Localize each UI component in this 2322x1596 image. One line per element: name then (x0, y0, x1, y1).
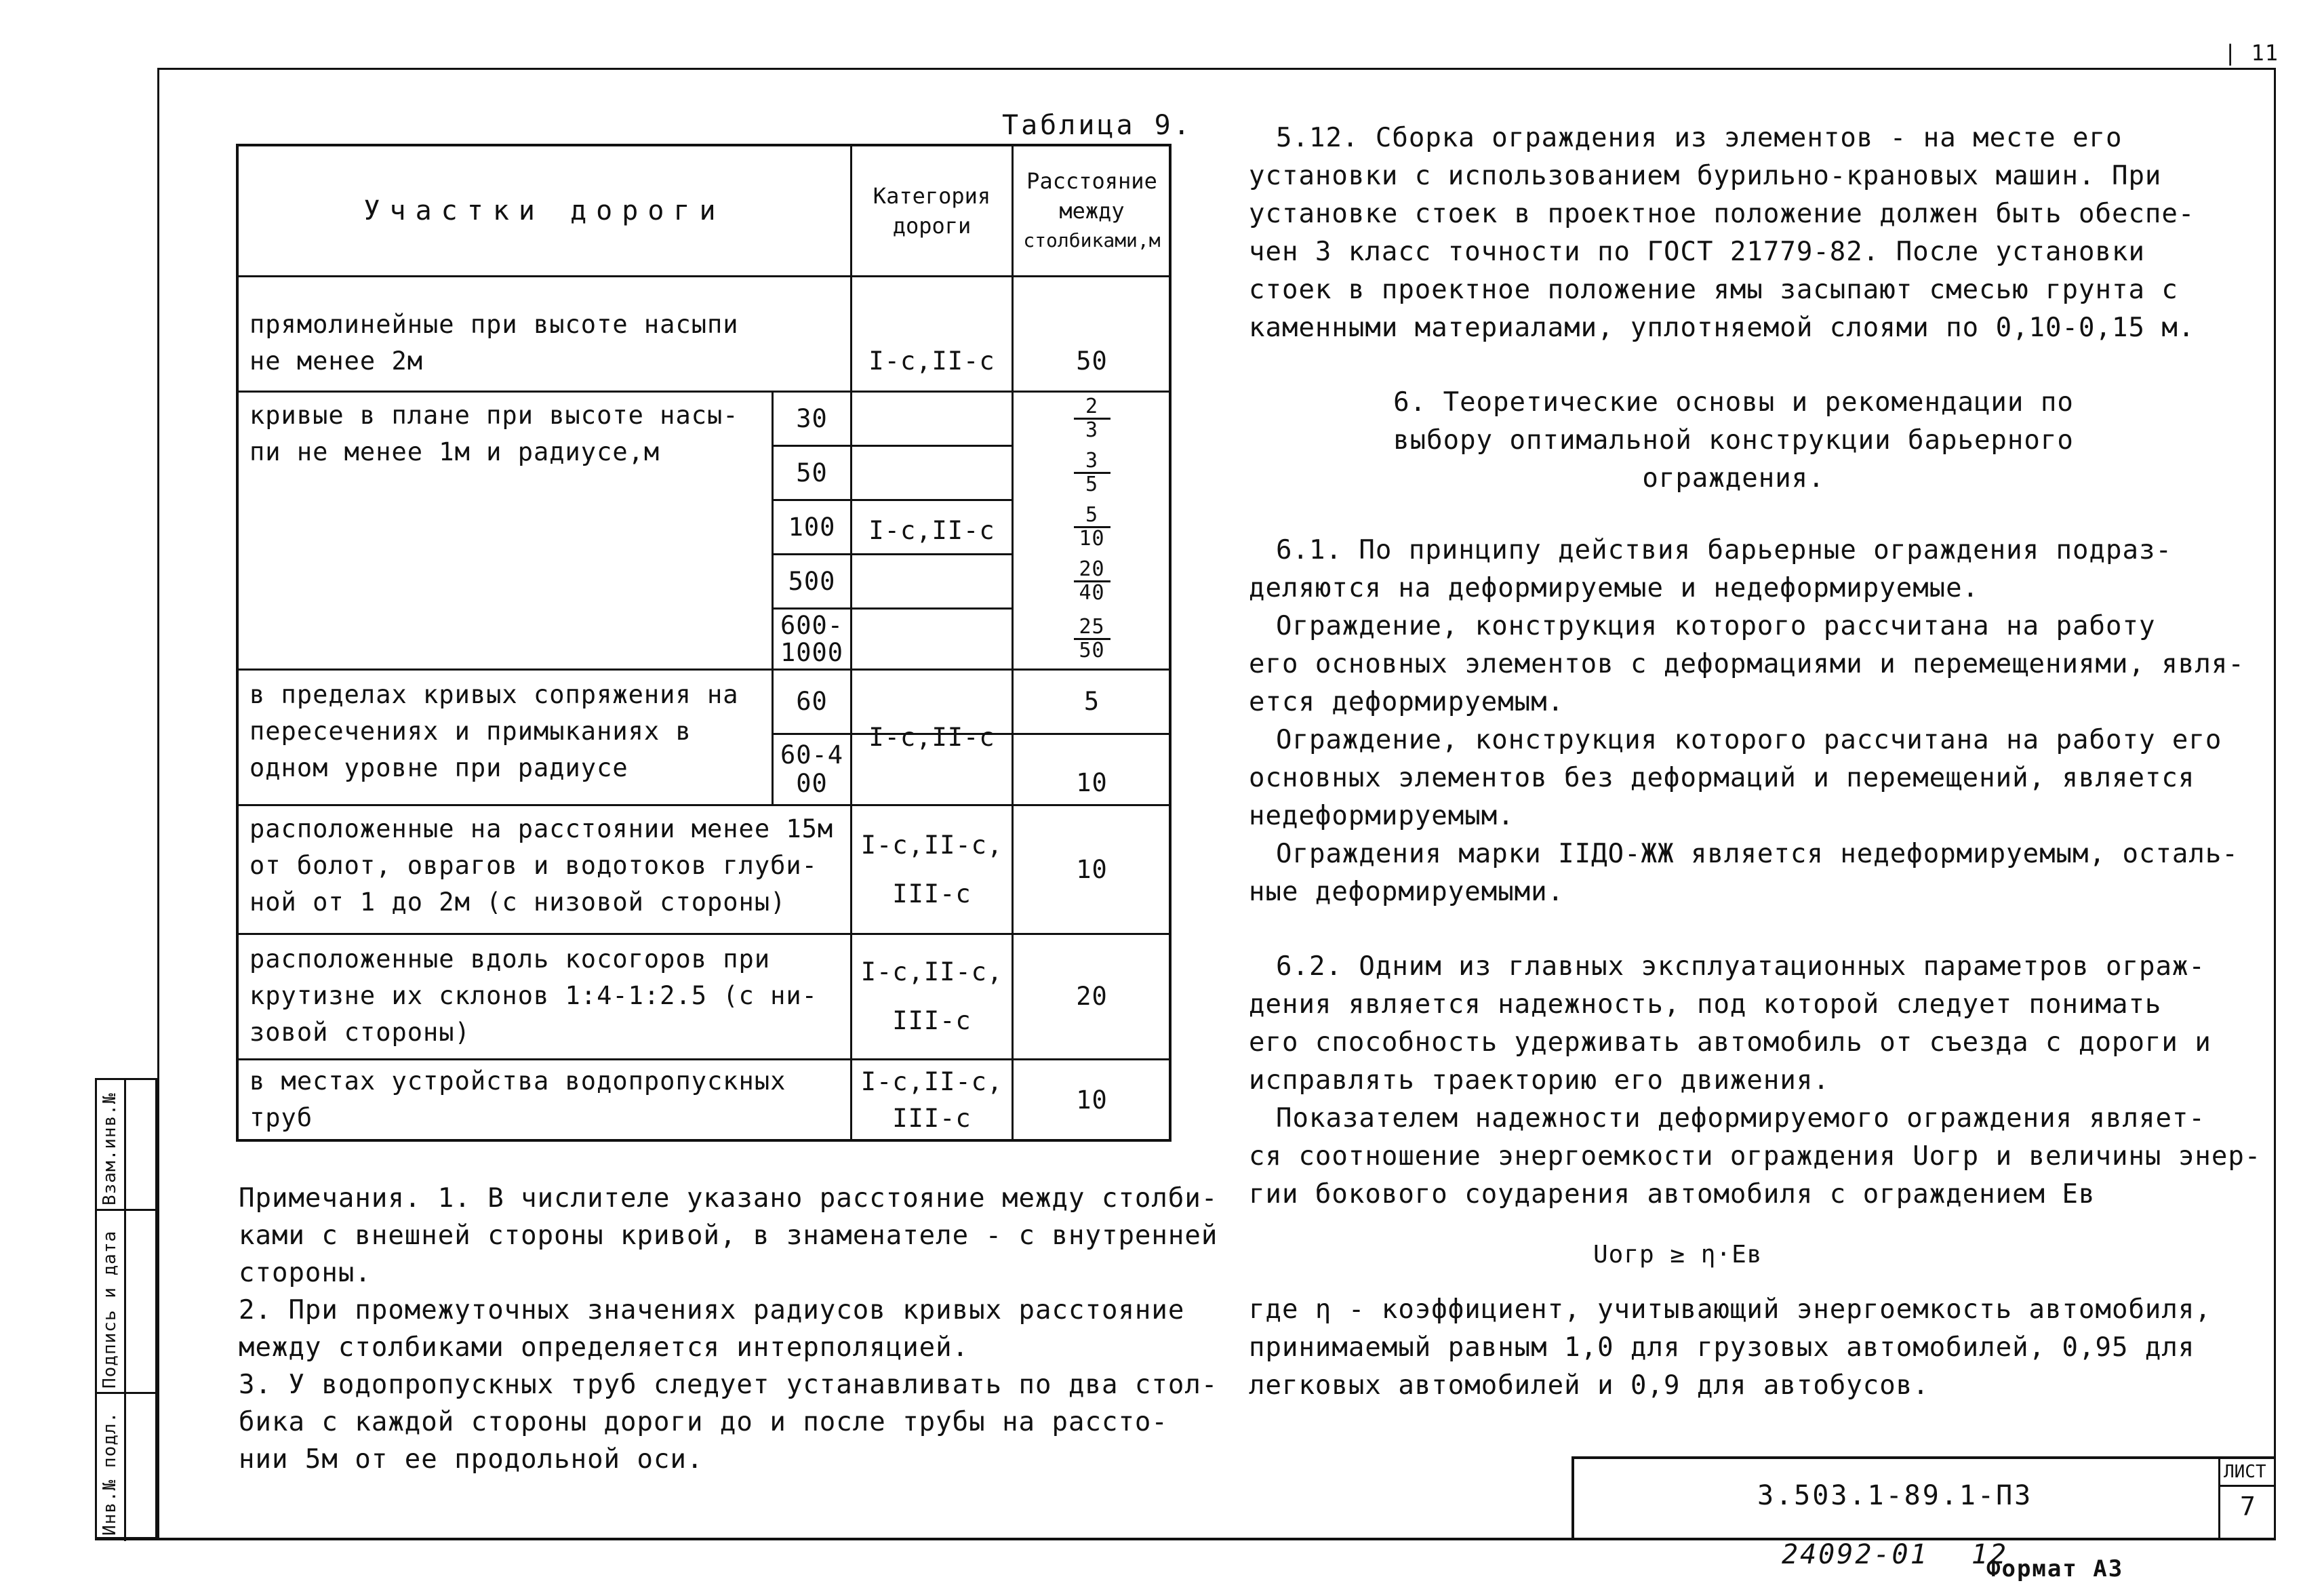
row-junctions-radius-60: 60 (796, 687, 828, 716)
row-junctions-category: I-c,II-c (868, 722, 995, 752)
row-straight-text: прямолинейные при высоте насыпи не менее 2м (249, 310, 739, 376)
row-junctions-radius-60-400: 60-400 (780, 740, 844, 798)
sheet-number: 7 (2240, 1492, 2256, 1521)
frame-right (2274, 68, 2276, 1539)
handwritten-number: 24092-01 12 (1782, 1539, 2008, 1570)
paragraph-coefficient: где η - коэффициент, учитывающий энергоемкость автомобиля, принимаемый равным 1,0 для грузовых автомобилей, 0,95 для легковых автомобилей и 0,9 для автобусов. (1249, 1294, 2211, 1401)
row-culverts-text: в местах устройства водопропускных труб (249, 1066, 786, 1132)
row-straight-category: I-c,II-c (868, 346, 995, 376)
fraction-100: $\frac{5}{10}$ (1014, 501, 1170, 553)
row-junctions-distance-60-400: 10 (1076, 768, 1108, 797)
paragraph-6-2: 6.2. Одним из главных эксплуатационных параметров ограж- дения является надежность, под которой следует понимать его способность удерживать автомобиль от съезда с дороги и исправлять траекторию его движения. Показателем надежности деформируемого ограждения являет- ся соотношение энергоемкости ограждения Uогр и величины энер- гии бокового соударения автомобиля с ограждением Eв (1249, 951, 2262, 1210)
row-swamps-category: I-c,II-c, III-c (860, 830, 1003, 909)
document-code: 3.503.1-89.1-ПЗ (1757, 1480, 2033, 1511)
row-culverts-category: I-c,II-c, III-c (860, 1067, 1003, 1133)
title-block (1572, 1456, 2276, 1540)
section-6-heading: 6. Теоретические основы и рекомендации по выбору оптимальной конструкции барьерного ограждения. (1393, 387, 2074, 494)
table-title: Таблица 9. (1002, 110, 1193, 141)
side-stamp-inv: Инв.№ подл. (100, 1411, 120, 1536)
formula-energy: Uогр ≥ η·Eв (1593, 1241, 1763, 1269)
fraction-600-1000: $\frac{25}{50}$ (1014, 610, 1170, 669)
fraction-30: $\frac{2}{3}$ (1014, 393, 1170, 445)
fraction-500: $\frac{20}{40}$ (1014, 555, 1170, 607)
row-curves-radius-500: 500 (788, 566, 836, 596)
sheet-label: ЛИСТ (2224, 1462, 2266, 1482)
row-curves-radius-50: 50 (796, 458, 828, 487)
header-section: Участки дороги (363, 195, 725, 226)
row-slopes-distance: 20 (1076, 982, 1108, 1011)
row-culverts-distance: 10 (1076, 1085, 1108, 1115)
row-swamps-text: расположенные на расстоянии менее 15м от болот, оврагов и водотоков глуби- ной от 1 до 2м (с низовой стороны) (249, 814, 834, 917)
table-9 (236, 144, 1172, 1142)
paragraph-6-1: 6.1. По принципу действия барьерные ограждения подраз- деляются на деформируемые и недеформируемые. Ограждение, конструкция которого рассчитана на работу его основных элементов с деформациями и перемещениями, явля- ется деформируемым. Ограждение, конструкция которого рассчитана на работу его основных элементов без деформаций и перемещений, является недеформируемым. Ограждения марки IIДО-ЖЖ является недеформируемым, осталь- ные деформируемыми. (1249, 535, 2245, 907)
frame-top (157, 68, 2276, 70)
side-stamp-replace: Взам.инв.№ (100, 1092, 120, 1205)
row-slopes-text: расположенные вдоль косогоров при крутизне их склонов 1:4-1:2.5 (с ни- зовой стороны) (249, 944, 818, 1047)
row-slopes-category: I-c,II-c, III-c (860, 957, 1003, 1035)
corner-mark: | 11 (2224, 40, 2279, 66)
frame-left (157, 68, 159, 1539)
row-curves-radius-30: 30 (796, 403, 828, 433)
header-distance: Расстояние между столбиками,м (1023, 168, 1161, 252)
row-curves-radius-600-1000: 600-1000 (780, 610, 844, 667)
format-label: Формат А3 (1986, 1555, 2124, 1582)
side-stamp (95, 1078, 157, 1539)
row-swamps-distance: 10 (1076, 854, 1108, 884)
row-junctions-text: в пределах кривых сопряжения на пересечениях и примыканиях в одном уровне при радиусе (249, 680, 739, 782)
row-curves-text: кривые в плане при высоте насы- пи не менее 1м и радиусе,м (249, 401, 739, 466)
side-stamp-signature: Подпись и дата (100, 1230, 120, 1389)
header-category: Категория дороги (873, 183, 991, 239)
fraction-50: $\frac{3}{5}$ (1014, 447, 1170, 499)
paragraph-5-12: 5.12. Сборка ограждения из элементов - на месте его установки с использованием бурильно-крановых машин. При установке стоек в проектное положение должен быть обеспе- чен 3 класс точности по ГОСТ 21779-82. После установки стоек в проектное положение ямы засыпают смесью грунта с каменными материалами, уплотняемой слоями по 0,10-0,15 м. (1249, 123, 2195, 343)
row-curves-category: I-c,II-c (868, 515, 995, 545)
row-junctions-distance-60: 5 (1083, 687, 1100, 716)
table-notes: Примечания. 1. В числителе указано расстояние между столби- ками с внешней стороны кривой, в знаменателе - с внутренней стороны. 2. При промежуточных значениях радиусов кривых расстояние между столбиками определяется интерполяцией. 3. У водопропускных труб следует устанавливать по два стол- бика с каждой стороны дороги до и после трубы на рассто- нии 5м от ее продольной оси. (239, 1183, 1218, 1475)
row-straight-distance: 50 (1076, 346, 1108, 376)
row-curves-radius-100: 100 (788, 512, 836, 542)
